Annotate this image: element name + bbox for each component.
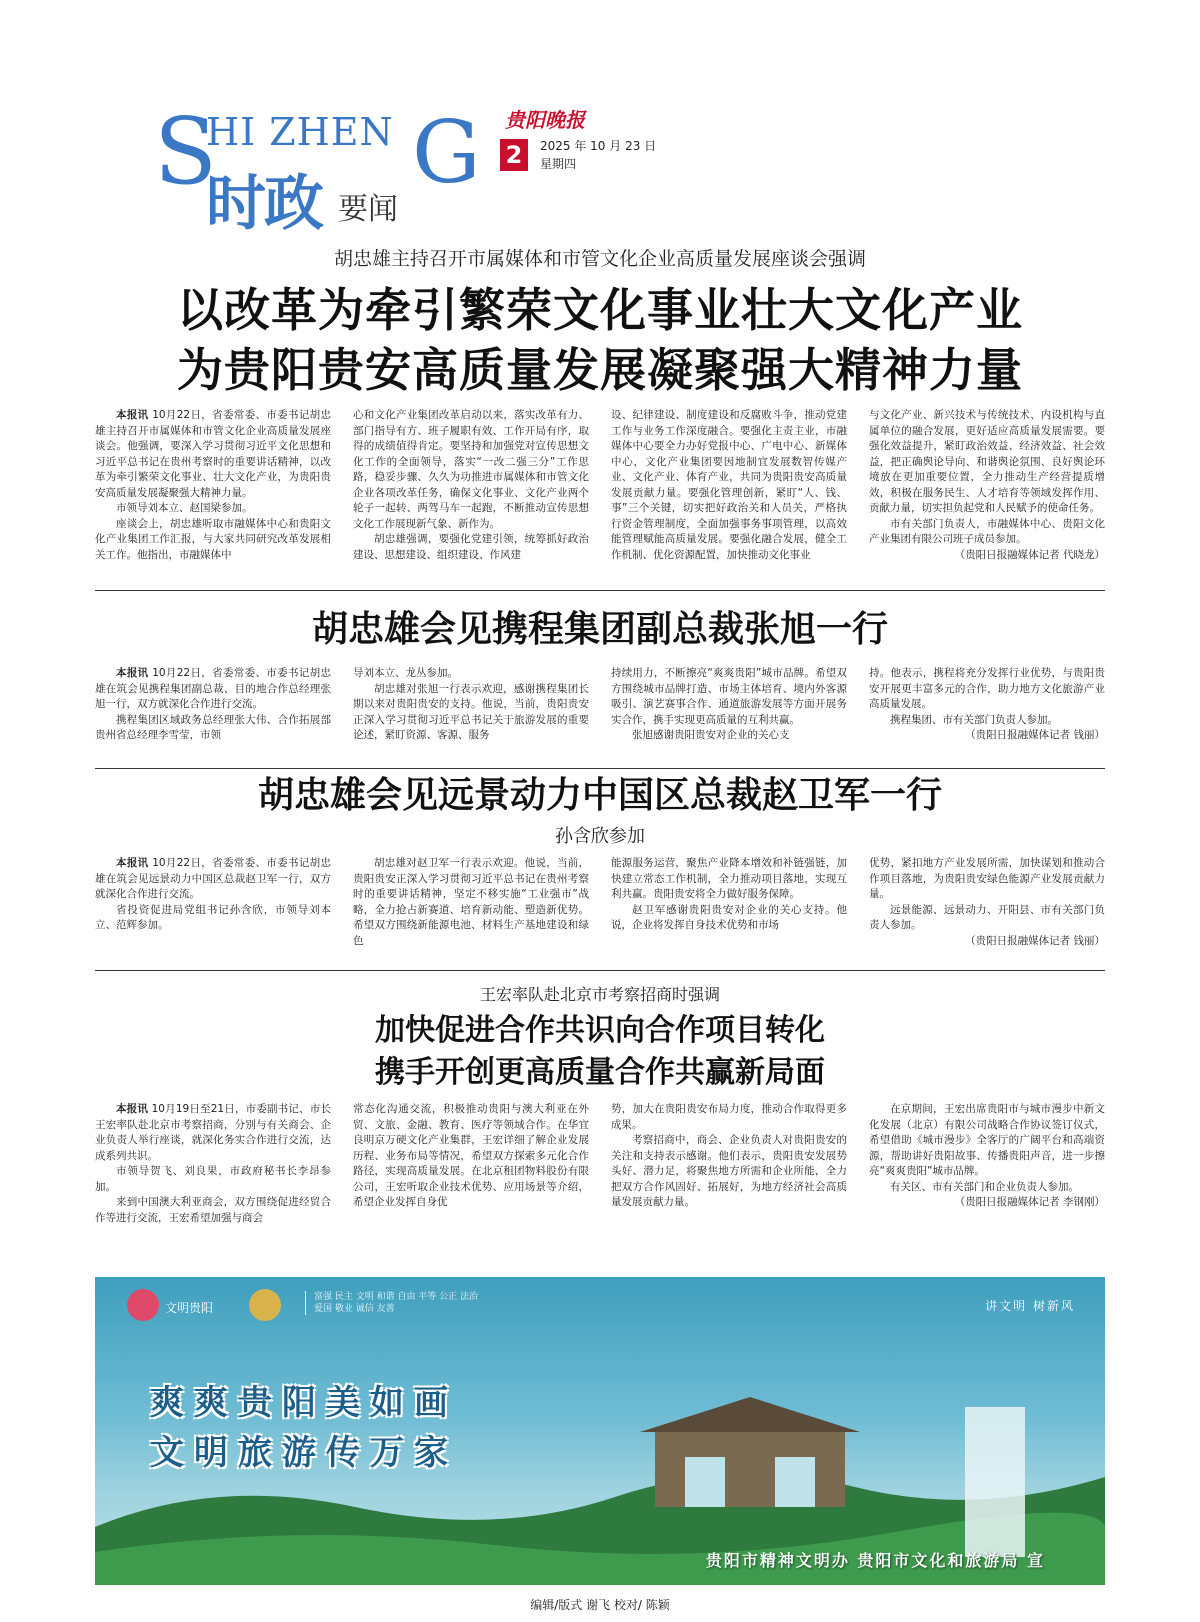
archway-door-icon [685, 1457, 725, 1507]
ad-headline-line2: 文明旅游传万家 [150, 1433, 458, 1473]
archway-door-icon [775, 1457, 815, 1507]
article2-col2: 导刘本立、龙丛参加。 胡忠雄对张旭一行表示欢迎，感谢携程集团长期以来对贵阳贵安的支持。他说，当前，贵阳贵安正深入学习贯彻习近平总书记关于旅游发展的重要论述，紧盯资源、客源、服务 [353, 667, 589, 741]
public-service-ad [95, 1277, 1105, 1585]
page-footer: 编辑/版式 谢飞 校对/ 陈颖 [530, 1598, 670, 1612]
article2-title: 胡忠雄会见携程集团副总裁张旭一行 [311, 609, 888, 650]
masthead-letter-g: G [412, 103, 481, 203]
article4-title-line2: 携手开创更高质量合作共赢新局面 [375, 1055, 825, 1090]
newspaper-logo: 贵阳晚报 [505, 108, 585, 132]
article3-subtitle: 孙含欣参加 [555, 826, 645, 847]
article1-col2: 心和文化产业集团改革启动以来，落实改革有力、部门指导有方、班子履职有效、工作开局有序，取得的成绩值得肯定。要坚持和加强党对宣传思想文化工作的全面领导，落实“一改二强三分”工作思路，稳妥步骤、久久为功推进市属媒体和市管文化企业各项改革任务，确保文化事业、文化产业两个轮子一起转、两驾马车一起跑，不断推动宣传思想文化工作展现新气象、新作为。 胡忠雄强调，要强化党建引领，统筹抓好政治建设、思想建设、组织建设、作风建 [353, 409, 589, 561]
article2-source: 本报讯 [116, 667, 149, 679]
article4-kicker: 王宏率队赴北京市考察招商时强调 [479, 985, 720, 1004]
waterfall-icon [965, 1407, 1025, 1557]
article4-source: 本报讯 [116, 1103, 149, 1115]
article3-source: 本报讯 [116, 857, 149, 869]
article3-col1: 本报讯 10月22日，省委常委、市委书记胡忠雄在筑会见远景动力中国区总裁赵卫军一行，双方就深化合作进行交流。 省投资促进局党组书记孙含欣，市领导刘本立、范辉参加。 [95, 857, 331, 931]
divider [95, 590, 1105, 591]
ad-headline-line1: 爽爽贵阳美如画 [150, 1383, 458, 1423]
brand-logo-icon [127, 1289, 159, 1321]
masthead-letter-s: S [154, 98, 218, 205]
article1-byline: （贵阳日报融媒体记者 代晓龙） [954, 548, 1105, 561]
ad-brand: 文明贵阳 [165, 1301, 214, 1315]
article4-byline: （贵阳日报融媒体记者 李钢刚） [954, 1196, 1105, 1208]
issue-weekday: 星期四 [540, 157, 577, 171]
article3-col2: 胡忠雄对赵卫军一行表示欢迎。他说，当前，贵阳贵安正深入学习贯彻习近平总书记在贵州考察时的重要讲话精神，坚定不移实施“工业强市”战略，全力抢占新赛道、培育新动能、塑造新优势。希望双方围绕新能源电池、材料生产基地建设和绿色 [353, 857, 589, 947]
article3-byline: （贵阳日报融媒体记者 钱丽） [965, 934, 1105, 947]
article2-col1: 本报讯 10月22日，省委常委、市委书记胡忠雄在筑会见携程集团副总裁、目的地合作总经理张旭一行，双方就深化合作进行交流。 携程集团区域政务总经理张大伟、合作拓展部贵州省总经理李雪莹，市领 [95, 667, 331, 741]
emblem-icon [249, 1289, 281, 1321]
divider [95, 970, 1105, 971]
article2-col4: 持。他表示，携程将充分发挥行业优势，与贵阳贵安开展更丰富多元的合作，助力地方文化旅游产业高质量发展。 携程集团、市有关部门负责人参加。 （贵阳日报融媒体记者 钱丽） [869, 666, 1105, 766]
section-title: 时政 [206, 169, 322, 239]
archway-roof-icon [640, 1397, 860, 1432]
article1-col1: 本报讯 10月22日，省委常委、市委书记胡忠雄主持召开市属媒体和市管文化企业高质量发展座谈会。他强调，要深入学习贯彻习近平文化思想和习近平总书记在贵州考察时的重要讲话精神，以改革为牵引繁荣文化事业、壮大文化产业，为贵阳贵安高质量发展凝聚强大精神力量。 市领导刘本立、赵国梁参加。 座谈会上，胡忠雄听取市融媒体中心和贵阳文化产业集团工作汇报，与大家共同研究改革发展相关工作。他指出，市融媒体中 [95, 409, 331, 561]
page-number: 2 [500, 139, 528, 171]
article1-source: 本报讯 [116, 409, 149, 421]
article4-col1: 本报讯 10月19日至21日，市委副书记、市长王宏率队赴北京市考察招商，分别与有关商会、企业负责人举行座谈，就深化务实合作进行交流，达成系列共识。 市领导贺飞、刘良果，市政府秘书长李昂参加。 来到中国澳大利亚商会，双方围绕促进经贸合作等进行交流，王宏希望加强与商会 [95, 1103, 331, 1224]
dateline [540, 137, 656, 173]
article4-col3: 势，加大在贵阳贵安布局力度，推动合作取得更多成果。 考察招商中，商会、企业负责人对贵阳贵安的关注和支持表示感谢。他们表示，贵阳贵安发展势头好、潜力足，将聚焦地方所需和企业所能，全力把双方合作风固好、拓展好，为地方经济社会高质量发展贡献力量。 [611, 1103, 847, 1208]
divider [95, 768, 1105, 769]
article4-col4: 在京期间，王宏出席贵阳市与城市漫步中新文化发展（北京）有限公司战略合作协议签订仪式，希望借助《城市漫步》全客厅的广阔平台和高端资源，帮助讲好贵阳故事、传播贵阳声音，进一步擦亮“爽爽贵阳”城市品牌。 有关区、市有关部门和企业负责人参加。 （贵阳日报融媒体记者 李钢刚） [869, 1102, 1105, 1272]
article1-title-line2: 为贵阳贵安高质量发展凝聚强大精神力量 [177, 343, 1023, 397]
article3-body [95, 856, 1105, 966]
article1-col3: 设、纪律建设、制度建设和反腐败斗争，推动党建工作与业务工作深度融合。要强化主责主业，市融媒体中心要全力办好党报中心、广电中心、新媒体中心，文化产业集团要因地制宜发展数智传媒产业、文化产业、体育产业，共同为贵阳贵安高质量发展贡献力量。要强化管理创新，紧盯“人、钱、事”三个关键，切实把好政治关和人员关，严格执行资金管理制度，全面加强事务事项管理，以高效能管理赋能高质量发展。要强化融合发展，健全工作机制、优化资源配置，加快推动文化事业 [611, 409, 847, 561]
issue-date: 2025 年 10 月 23 日 [540, 139, 657, 153]
article1-title-line1: 以改革为牵引繁荣文化事业壮大文化产业 [177, 283, 1023, 337]
article3-title: 胡忠雄会见远景动力中国区总裁赵卫军一行 [257, 775, 942, 816]
article4-body [95, 1102, 1105, 1272]
ad-credit: 贵阳市精神文明办 贵阳市文化和旅游局 宣 [705, 1551, 1045, 1570]
archway-icon [655, 1427, 845, 1507]
article4-title-line1: 加快促进合作共识向合作项目转化 [375, 1013, 825, 1048]
article1-body [95, 408, 1105, 572]
article1-col4: 与文化产业、新兴技术与传统技术、内设机构与直属单位的融合发展，更好适应高质量发展需要。要强化效益提升，紧盯政治效益、经济效益、社会效益，把正确舆论导向、和谐舆论氛围、良好舆论环境放在更加重要位置，全力推动生产经营提质增效，积极在服务民生、人才培育等领域发挥作用、贡献力量，切实担负起党和人民赋予的使命任务。 市有关部门负责人，市融媒体中心、贵阳文化产业集团有限公司班子成员参加。 （贵阳日报融媒体记者 代晓龙） [869, 408, 1105, 572]
article2-body [95, 666, 1105, 766]
article2-col3: 持续用力，不断擦亮“爽爽贵阳”城市品牌。希望双方围绕城市品牌打造、市场主体培育、境内外客源吸引、演艺赛事合作、通道旅游发展等方面开展务实合作，携手实现更高质量的互利共赢。 张旭感谢贵阳贵安对企业的关心支 [611, 667, 847, 741]
subsection-title: 要闻 [338, 192, 398, 227]
article3-col4: 优势，紧扣地方产业发展所需，加快谋划和推动合作项目落地，为贵阳贵安绿色能源产业发展贡献力量。 远景能源、远景动力、开阳县、市有关部门负责人参加。 （贵阳日报融媒体记者 钱丽） [869, 856, 1105, 966]
ad-core-values: 富强 民主 文明 和谐 自由 平等 公正 法治 爱国 敬业 诚信 友善 [305, 1291, 484, 1315]
ad-slogan: 讲文明 树新风 [985, 1299, 1075, 1313]
article3-col3: 能源服务运营，聚焦产业降本增效和补链强链，加快建立常态工作机制，全力推动项目落地，实现互利共赢。贵阳贵安将全力做好服务保障。 赵卫军感谢贵阳贵安对企业的关心支持。他说，企业将发挥自身技术优势和市场 [611, 857, 847, 931]
article2-byline: （贵阳日报融媒体记者 钱丽） [965, 729, 1105, 741]
article1-kicker: 胡忠雄主持召开市属媒体和市管文化企业高质量发展座谈会强调 [333, 248, 866, 270]
article4-col2: 常态化沟通交流，积极推动贵阳与澳大利亚在外贸、文旅、金融、教育、医疗等领域合作。在华宜良明京万硬文化产业集群，王宏详细了解企业发展历程、业务布局等情况，希望双方探索多元化合作路径，实现高质量发展。在北京租团物料股份有限公司，王宏听取企业技术优势、应用场景等介绍，希望企业发挥自身优 [353, 1103, 589, 1208]
masthead-pinyin: HI ZHEN [206, 110, 394, 154]
